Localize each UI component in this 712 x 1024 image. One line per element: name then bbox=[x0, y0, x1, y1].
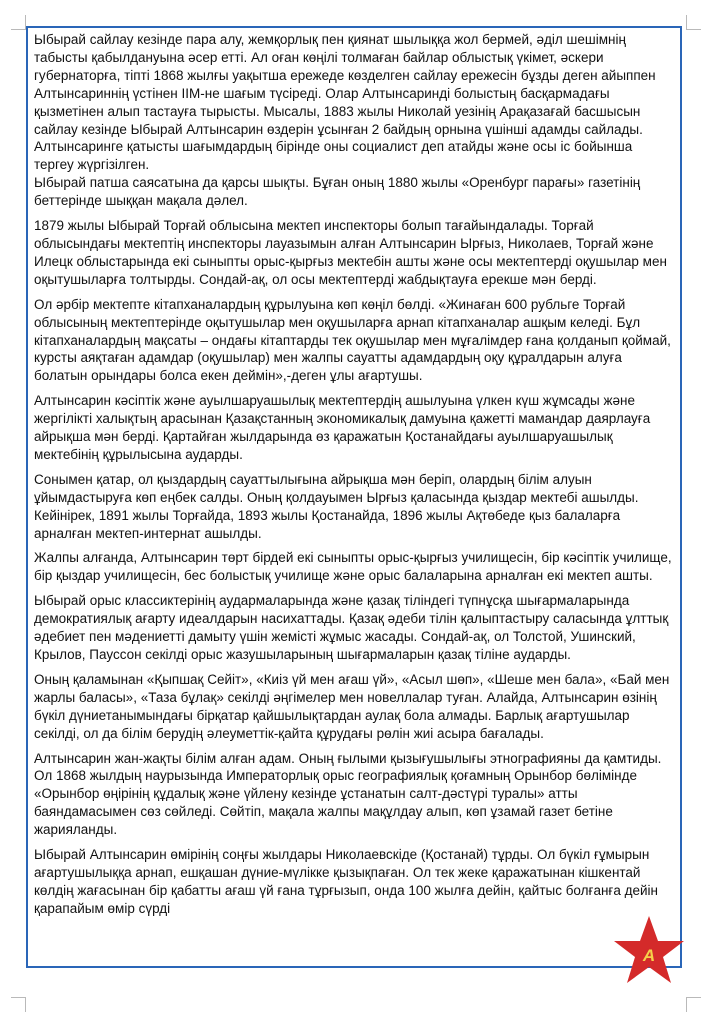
paragraph: Ыбырай сайлау кезінде пара алу, жемқорлық пен қиянат шылыққа жол бермей, әділ шешімнің табысты қабылдануына әсер етті. Ал оған көңілі толмаған байлар облыстық үкімет, әскери губернаторға, тіпті 1868 жылғы уақытша ережеде көзделген сайлау ережесін бұзды деген айыппен Алтынсариннің үстінен ІІМ-не шағым түсіреді. Олар Алтынсаринді болыстың басқармадағы қызметінен алып тастауға тырысты. Мысалы, 1883 жылы Николай уезінің Арақазағай басшысын сайлау кезінде Ыбырай Алтынсарин өздерін ұсынған 2 байдың орнына үшінші адамды сайлады. Алтынсаринге қатысты шағымдардың бірінде оны социалист деп атайды және осы іс бойынша тергеу жүргізілген. bbox=[34, 32, 656, 173]
paragraph: 1879 жылы Ыбырай Торғай облысына мектеп инспекторы болып тағайындалады. Торғай облысындағы мектептің инспекторы лауазымын алған Алтынсарин Ырғыз, Николаев, Торғай және Илецк облыстарында екі сыныпты орыс-қырғыз мектебін ашты және осы мектептерді оқушылар мен оқытушыларға толтырды. Сондай-ақ, ол осы мектептерді жабдықтауға ерекше мән берді. bbox=[34, 218, 667, 287]
paragraph: Ыбырай Алтынсарин өмірінің соңғы жылдары Николаевскідe (Қостанай) тұрды. Ол бүкіл ғұмырын ағартушылыққа арнап, ешқашан дүние-мүлікке қызықпаған. Ол тек жеке қаражатынан кішкентай көлдің жағасынан бір қабатты ағаш үй ғана тұрғызып, онда 100 жылға дейін, қайтыс болғанға дейін қарапайым өмір сүрді bbox=[34, 847, 658, 916]
paragraph: Ыбырай патша саясатына да қарсы шықты. Бұған оның 1880 жылы «Оренбург парағы» газетінің беттерінде шыққан мақала дәлел. bbox=[34, 175, 641, 209]
paragraph: Жалпы алғанда, Алтынсарин төрт бірдей екі сыныпты орыс-қырғыз училищесін, бір кәсіптік училище, бір қыздар училищесін, бес болыстық училище және орыс балаларына арналған екі мектеп ашты. bbox=[34, 550, 672, 584]
paragraph: Ол әрбір мектепте кітапханалардың құрылуына көп көңіл бөлді. «Жинаған 600 рубльге Торғай облысының мектептерінде оқытушылар мен оқушыларға арнап кітапханалар ашқым келеді. Бұл кітапханалардың мақсаты – ондағы кітаптарды тек оқушылар мен мұғалімдер ғана қолданып қоймай, курсты аяқтаған адамдар (оқушылар) мен жалпы сауатты адамдардың оқу құралдарын алуға болатын орындары болса екен деймін»,-деген ұлы ағартушы. bbox=[34, 296, 671, 384]
paragraph: Алтынсарин жан-жақты білім алған адам. Оның ғылыми қызығушылығы этнографияны да қамтиды. Ол 1868 жылдың наурызында Императорлық орыс географиялық қоғамның Орынбор бөлімінде «Орынбор өңірінің құдалық және үйлену кезінде ұстанатын салт-дәстүрі туралы» атты баяндамасымен сөз сөйледі. Сөйтіп, мақала жалпы мақұлдау алып, көп ұзамай газет бетіне жарияланды. bbox=[34, 750, 662, 838]
page-corner-bottom-right bbox=[686, 997, 701, 1012]
page-corner-bottom-left bbox=[11, 997, 26, 1012]
red-star-badge-icon[interactable] bbox=[612, 914, 686, 988]
paragraph: Ыбырай орыс классиктерінің аудармаларында және қазақ тіліндегі түпнұсқа шығармаларында демократиялық ағарту идеалдарын насихаттады. Қазақ әдеби тілін қалыптастыру саласында ұлттық әдебиет пен мәдениетті дамыту үшін жемісті жұмыс жасады. Сондай-ақ, ол Толстой, Ушинский, Крылов, Пауссон секілді орыс жазушыларының шығармаларын қазақ тіліне аударды. bbox=[34, 593, 669, 662]
paragraph: Сонымен қатар, ол қыздардың сауаттылығына айрықша мән беріп, олардың білім алуын ұйымдастыруға көп еңбек салды. Оның қолдауымен Ырғыз қаласында қыздар мектебі ашылды. Кейінірек, 1891 жылы Торғайда, 1893 жылы Қостанайда, 1896 жылы Ақтөбеде қыз балаларға арналған мектеп-интернат ашылды. bbox=[34, 471, 639, 541]
document-body bbox=[34, 31, 674, 925]
page-corner-top-right bbox=[686, 15, 701, 30]
star-icon bbox=[612, 914, 686, 988]
page-corner-top-left bbox=[11, 15, 26, 30]
badge-letter: A bbox=[642, 946, 656, 965]
paragraph: Оның қаламынан «Қыпшақ Сейіт», «Киіз үй мен ағаш үй», «Асыл шөп», «Шеше мен бала», «Бай мен жарлы баласы», «Таза бұлақ» секілді әңгімелер мен новеллалар туған. Алайда, Алтынсарин өзінің бүкіл дүниетанымындағы бірқатар қайшылықтардан аулақ бола алмады. Барлық ағартушылар секілді, ол да білім берудің әлеуметтік-қайта құрудағы рөлін жиі асыра бағалады. bbox=[34, 671, 670, 741]
paragraph: Алтынсарин кәсіптік және ауылшаруашылық мектептердің ашылуына үлкен күш жұмсады және жергілікті халықтың арасынан Қазақстанның экономикалық дамуына қажетті мамандар даярлауға айрықша мән берді. Қартайған жылдарында өз қаражатын Қостанайдағы ауылшаруашылық мектебінің құрылысына аударды. bbox=[34, 393, 651, 462]
